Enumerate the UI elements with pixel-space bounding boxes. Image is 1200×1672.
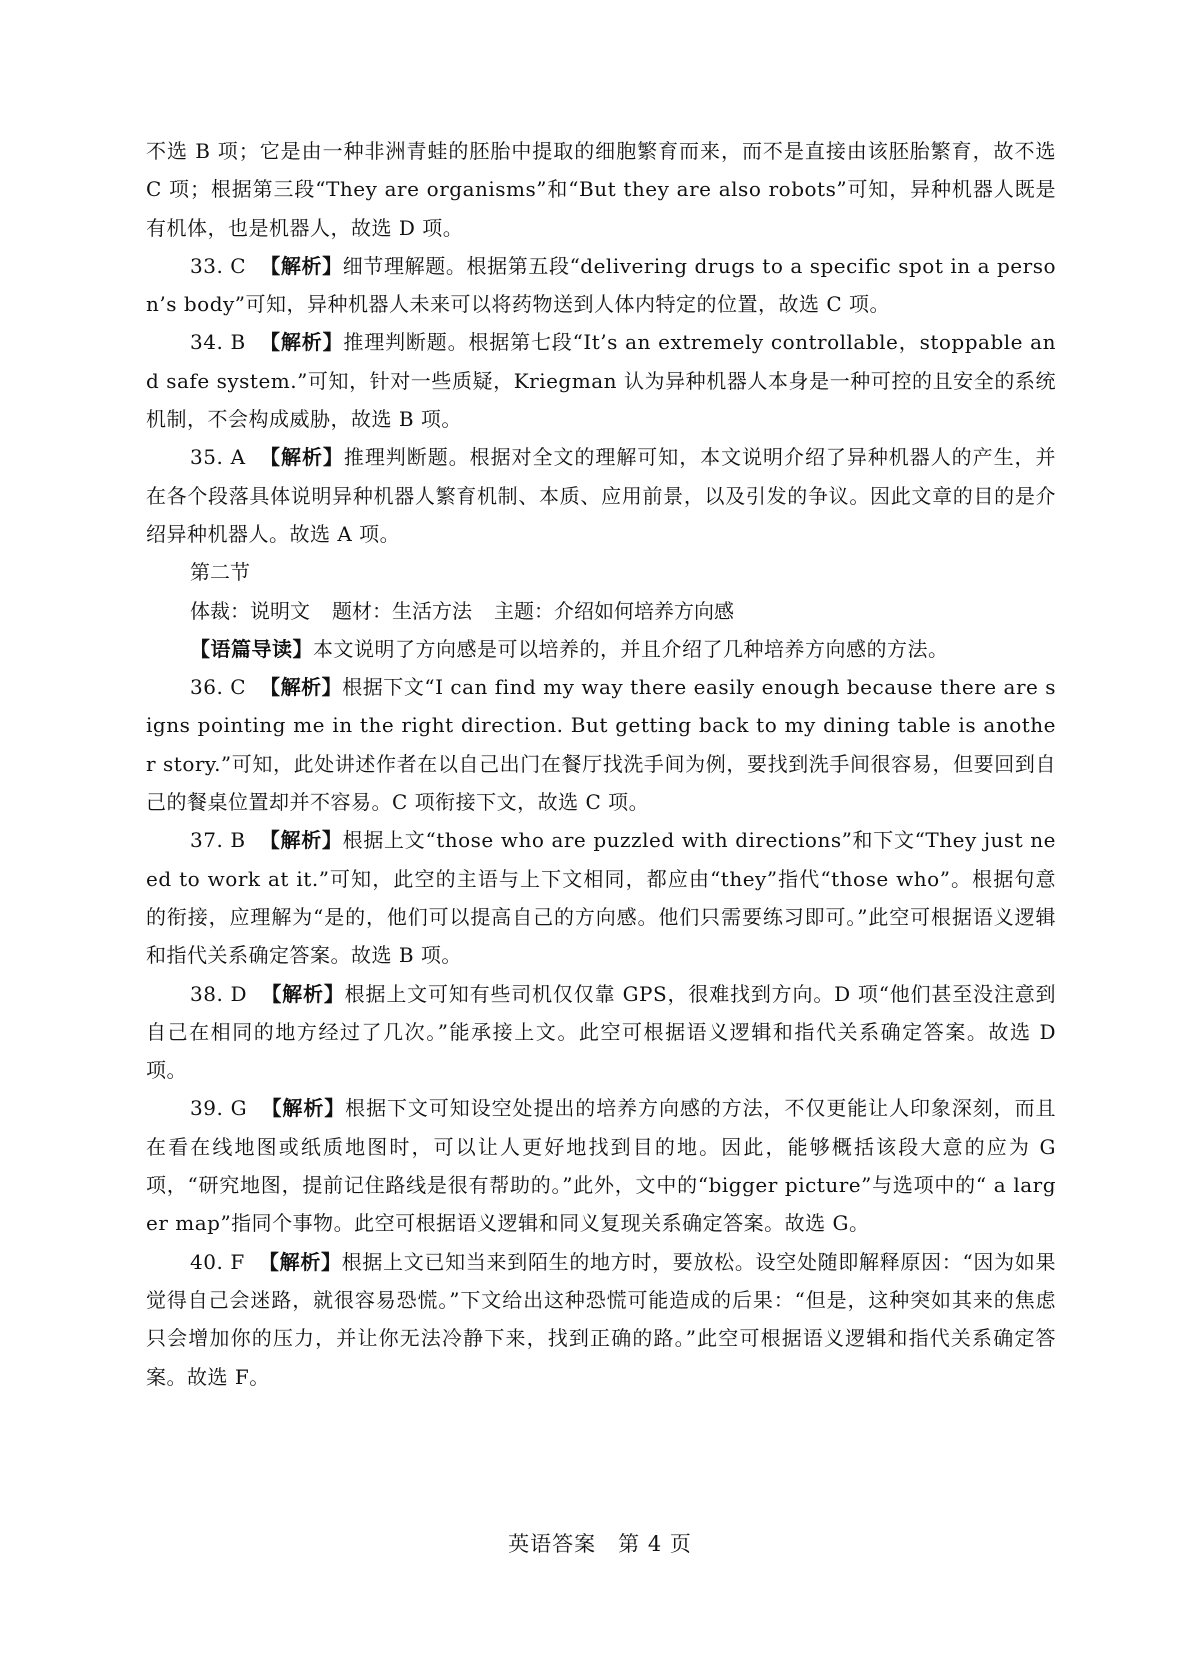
answer-text: 推理判断题。根据对全文的理解可知，本文说明介绍了异种机器人的产生，并在各个段落具体说明异种机器人繁育机制、本质、应用前景，以及引发的争议。因此文章的目的是介绍异种机器人。故选 A 项。 — [146, 445, 1057, 546]
answer-text: 根据下文可知设空处提出的培养方向感的方法，不仅更能让人印象深刻，而且在看在线地图或纸质地图时，可以让人更好地找到目的地。因此，能够概括该段大意的应为 G 项，“研究地图，提前记住路线是很有帮助的。”此外，文中的“bigger picture”与选项中的“ a larger map”指同个事物。此空可根据语义逻辑和同义复现关系确定答案。故选 G。 — [146, 1096, 1057, 1236]
answer-number: 37. B — [190, 828, 246, 853]
answer-35 — [146, 438, 1056, 553]
answer-number: 34. B — [190, 330, 246, 355]
answer-text: 细节理解题。根据第五段“delivering drugs to a specific spot in a person’s body”可知，异种机器人未来可以将药物送到人体内特定的位置，故选 C 项。 — [146, 253, 1057, 317]
answer-39 — [146, 1089, 1056, 1242]
analysis-tag: 【解析】 — [261, 981, 345, 1006]
answer-number: 35. A — [190, 445, 246, 470]
answer-33 — [146, 247, 1056, 324]
answer-number: 39. G — [190, 1096, 248, 1121]
page-content — [146, 132, 1056, 1396]
answer-number: 38. D — [190, 981, 248, 1006]
answer-text: 推理判断题。根据第七段“It’s an extremely controllable，stoppable and safe system.”可知，针对一些质疑，Kriegman 认为异种机器人本身是一种可控的且安全的系统机制，不会构成威胁，故选 B 项。 — [146, 330, 1056, 432]
passage-guide — [146, 630, 1056, 668]
passage-meta — [146, 592, 1056, 630]
genre-label: 体裁：说明文 — [190, 598, 310, 623]
analysis-tag: 【解析】 — [261, 1096, 346, 1121]
answer-number: 40. F — [190, 1249, 245, 1274]
analysis-tag: 【解析】 — [260, 253, 343, 278]
answer-text: 根据上文已知当来到陌生的地方时，要放松。设空处随即解释原因：“因为如果觉得自己会迷路，就很容易恐慌。”下文给出这种恐慌可能造成的后果：“但是，这种突如其来的焦虑只会增加你的压力，并让你无法冷静下来，找到正确的路。”此空可根据语义逻辑和指代关系确定答案。故选 F。 — [146, 1249, 1056, 1389]
topic-label: 题材：生活方法 — [332, 598, 472, 623]
analysis-tag: 【解析】 — [258, 1249, 342, 1274]
answer-number: 36. C — [190, 675, 247, 700]
page-footer: 英语答案 第 4 页 — [508, 1532, 692, 1556]
answer-38 — [146, 975, 1056, 1090]
answer-number: 33. C — [190, 253, 247, 278]
answer-34 — [146, 323, 1056, 438]
analysis-tag: 【解析】 — [259, 445, 344, 470]
guide-tag: 【语篇导读】 — [190, 636, 313, 661]
analysis-tag: 【解析】 — [259, 828, 343, 853]
theme-label: 主题：介绍如何培养方向感 — [494, 598, 734, 623]
answer-text: 根据上文“those who are puzzled with directions”和下文“They just need to work at it.”可知，此空的主语与上下文相同，都应由“they”指代“those who”。根据句意的衔接，应理解为“是的，他们可以提高自己的方向感。他们只需要练习即可。”此空可根据语义逻辑和指代关系确定答案。故选 B 项。 — [146, 828, 1056, 968]
answer-36 — [146, 668, 1056, 821]
answer-37 — [146, 821, 1056, 974]
answer-text: 根据下文“I can find my way there easily enough because there are signs pointing me in the right direction. But getting back to my dining table is another story.”可知，此处讲述作者在以自己出门在餐厅找洗手间为例，要找到洗手间很容易，但要回到自己的餐桌位置却并不容易。C 项衔接下文，故选 C 项。 — [146, 675, 1057, 815]
answer-40 — [146, 1243, 1056, 1396]
analysis-tag: 【解析】 — [259, 330, 344, 355]
analysis-tag: 【解析】 — [260, 675, 343, 700]
guide-text: 本文说明了方向感是可以培养的，并且介绍了几种培养方向感的方法。 — [313, 636, 949, 661]
section-heading: 第二节 — [190, 560, 250, 585]
continuation-paragraph: 不选 B 项；它是由一种非洲青蛙的胚胎中提取的细胞繁育而来，而不是直接由该胚胎繁育，故不选 C 项；根据第三段“They are organisms”和“But they are also robots”可知，异种机器人既是有机体，也是机器人，故选 D 项。 — [146, 139, 1056, 240]
answer-text: 根据上文可知有些司机仅仅靠 GPS，很难找到方向。D 项“他们甚至没注意到自己在相同的地方经过了几次。”能承接上文。此空可根据语义逻辑和指代关系确定答案。故选 D 项。 — [146, 981, 1057, 1083]
